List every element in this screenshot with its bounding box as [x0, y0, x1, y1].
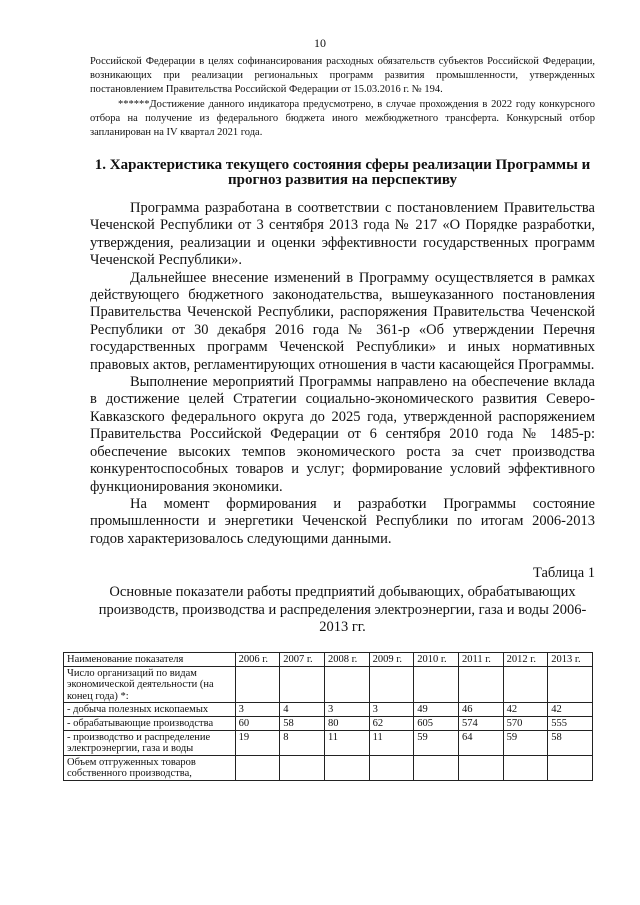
table-cell: [548, 755, 593, 780]
table-title: Основные показатели работы предприятий добывающих, обрабатывающих производств, производства и распределения электроэнергии, газа и воды 2006-2013 гг.: [98, 584, 587, 635]
row-label: - добыча полезных ископаемых: [64, 703, 236, 717]
row-label: - обрабатывающие производства: [64, 716, 236, 730]
page-number: 10: [314, 36, 326, 50]
table-cell: 3: [235, 703, 280, 717]
table-cell: [324, 666, 369, 703]
header-year: 2008 г.: [324, 653, 369, 667]
header-year: 2012 г.: [503, 653, 548, 667]
table-cell: 42: [503, 703, 548, 717]
table-cell: [324, 755, 369, 780]
table-cell: 574: [458, 716, 503, 730]
table-cell: 58: [548, 730, 593, 755]
table-caption: Таблица 1: [532, 565, 595, 581]
indicators-table: [63, 652, 593, 781]
table-cell: [369, 666, 414, 703]
footnote-continuation: Российской Федерации в целях софинансирования расходных обязательств субъектов Российской Федерации, возникающих при реализации региональных программ развития промышленности, утвержденных постановлением Правительства Российской Федерации от 15.03.2016 г. № 194.: [90, 56, 595, 96]
table-cell: 58: [280, 716, 325, 730]
table-cell: [548, 666, 593, 703]
table-cell: 555: [548, 716, 593, 730]
paragraph: На момент формирования и разработки Программы состояние промышленности и энергетики Чеченской Республики по итогам 2006-2013 годов характеризовалось следующими данными.: [90, 495, 595, 547]
table-row: [64, 730, 593, 755]
body-text: [90, 200, 595, 548]
table-cell: [414, 755, 459, 780]
table-cell: 49: [414, 703, 459, 717]
table-cell: 62: [369, 716, 414, 730]
table-cell: 570: [503, 716, 548, 730]
table-cell: [503, 666, 548, 703]
table-cell: [235, 666, 280, 703]
table-cell: 605: [414, 716, 459, 730]
table-cell: 11: [369, 730, 414, 755]
table-cell: 46: [458, 703, 503, 717]
paragraph: Программа разработана в соответствии с постановлением Правительства Чеченской Республики от 3 сентября 2013 года № 217 «О Порядке разработки, утверждения, реализации и оценки эффективности государственных программ Чеченской Республики».: [90, 200, 595, 269]
table-row: [64, 703, 593, 717]
section-heading: 1. Характеристика текущего состояния сферы реализации Программы и прогноз развития на перспективу: [94, 157, 591, 188]
header-label: Наименование показателя: [64, 653, 236, 667]
footnote-asterisks: ******Достижение данного индикатора предусмотрено, в случае прохождения в 2022 году конкурсного отбора на получение из федерального бюджета иного межбюджетного трансферта. Конкурсный отбор запланирован на IV квартал 2021 года.: [90, 98, 595, 139]
table-cell: 3: [324, 703, 369, 717]
row-label: - производство и распределение электроэнергии, газа и воды: [64, 730, 236, 755]
table-cell: [414, 666, 459, 703]
table-cell: 59: [503, 730, 548, 755]
header-year: 2011 г.: [458, 653, 503, 667]
table-cell: 64: [458, 730, 503, 755]
table-cell: 3: [369, 703, 414, 717]
row-label: Число организаций по видам экономической деятельности (на конец года) *:: [64, 666, 236, 703]
footnote-block: [90, 55, 595, 140]
header-year: 2013 г.: [548, 653, 593, 667]
header-year: 2007 г.: [280, 653, 325, 667]
table-cell: [503, 755, 548, 780]
table-cell: [235, 755, 280, 780]
table-header-row: [64, 653, 593, 667]
table-cell: 19: [235, 730, 280, 755]
table-cell: [369, 755, 414, 780]
table-cell: [458, 755, 503, 780]
header-year: 2010 г.: [414, 653, 459, 667]
header-year: 2006 г.: [235, 653, 280, 667]
table-row: [64, 666, 593, 703]
row-label: Объем отгруженных товаров собственного производства,: [64, 755, 236, 780]
paragraph: Дальнейшее внесение изменений в Программу осуществляется в рамках действующего бюджетного законодательства, вышеуказанного постановления Правительства Чеченской Республики, распоряжения Правительства Чеченской Республики от 30 декабря 2016 года № 361-р «Об утверждении Перечня государственных программ Чеченской Республики» и иных нормативных правовых актов, регламентирующих отношения в части касающейся Программы.: [90, 269, 595, 373]
table-cell: [280, 666, 325, 703]
table-cell: [280, 755, 325, 780]
table-cell: 59: [414, 730, 459, 755]
table-cell: 11: [324, 730, 369, 755]
table-row: [64, 716, 593, 730]
table-cell: 60: [235, 716, 280, 730]
table-cell: 42: [548, 703, 593, 717]
paragraph: Выполнение мероприятий Программы направлено на обеспечение вклада в достижение целей Стратегии социально-экономического развития Северо-Кавказского федерального округа до 2025 года, утвержденной распоряжением Правительства Российской Федерации от 6 сентября 2010 года № 1485-р: обеспечение высоких темпов экономического роста за счет производства конкурентоспособных товаров и услуг; формирование условий эффективного функционирования экономики.: [90, 374, 595, 495]
header-year: 2009 г.: [369, 653, 414, 667]
table-cell: 8: [280, 730, 325, 755]
table-cell: [458, 666, 503, 703]
table-cell: 4: [280, 703, 325, 717]
table-cell: 80: [324, 716, 369, 730]
table-row: [64, 755, 593, 780]
